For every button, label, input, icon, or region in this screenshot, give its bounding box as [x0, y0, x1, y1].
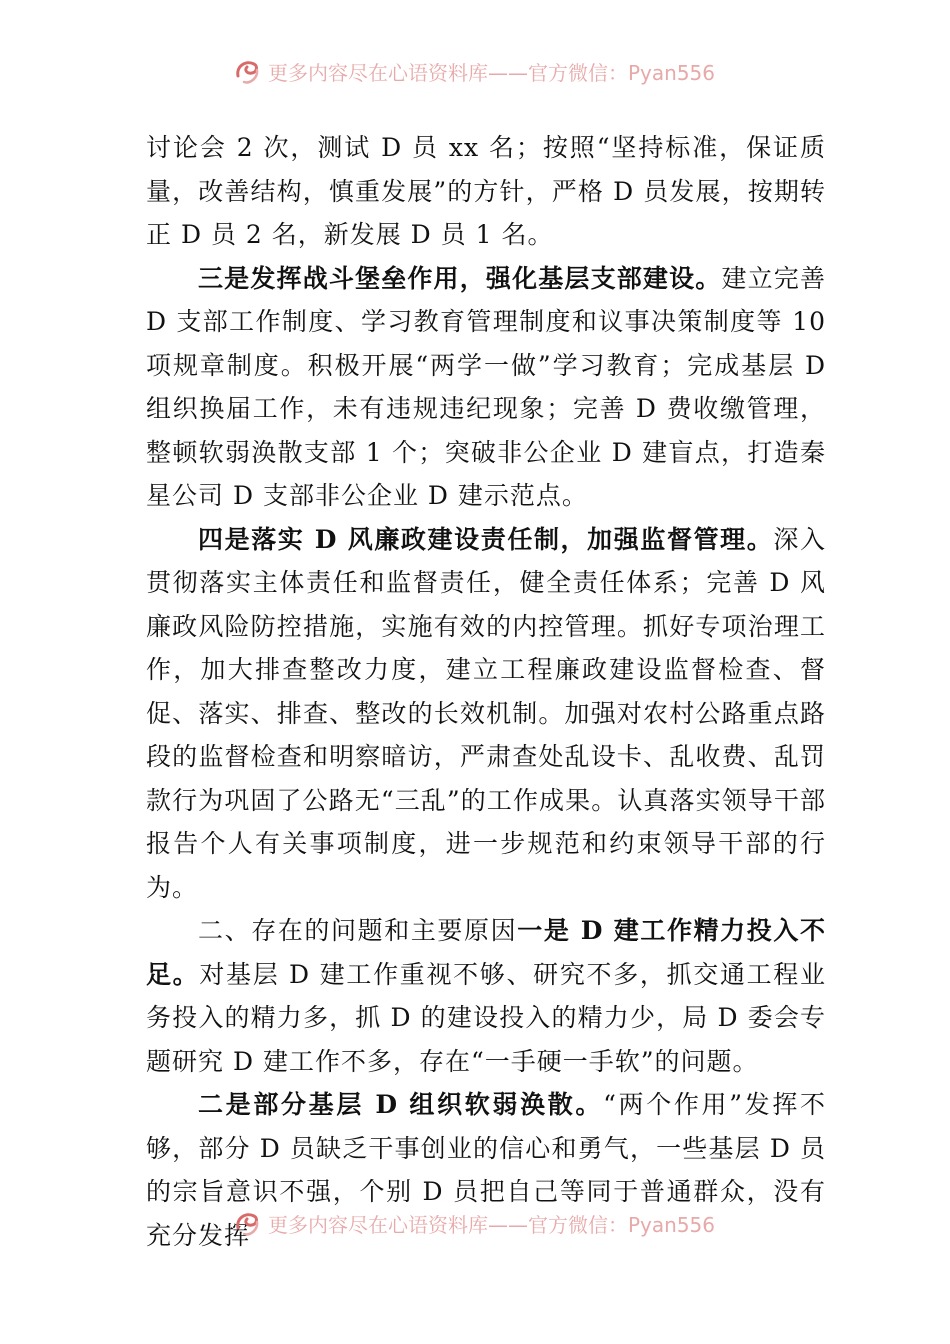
- paragraph-2-text: 建立完善 D 支部工作制度、学习教育管理制度和议事决策制度等 10 项规章制度。积极开展“两学一做”学习教育；完成基层 D 组织换届工作，未有违规违纪现象；完善 D 费收缴管理，整顿软弱涣散支部 1 个；突破非公企业 D 建盲点，打造秦星公司 D 支部非公企业 D 建示范点。: [146, 263, 826, 510]
- paragraph-1: [146, 126, 826, 257]
- paragraph-3-heading: 四是落实 D 风廉政建设责任制，加强监督管理。: [198, 524, 774, 554]
- logo-swirl-icon: [232, 56, 262, 86]
- watermark-footer: [232, 1208, 752, 1238]
- paragraph-5-heading: 二是部分基层 D 组织软弱涣散。: [198, 1090, 604, 1119]
- watermark-header: [232, 56, 752, 86]
- document-body: [146, 126, 826, 1257]
- paragraph-4-section-title: 二、存在的问题和主要原因: [198, 916, 518, 945]
- watermark-text: 更多内容尽在心语资料库——官方微信：Pyan556: [268, 1212, 716, 1237]
- paragraph-4: [146, 909, 826, 1083]
- paragraph-4-text: 对基层 D 建工作重视不够、研究不多，抓交通工程业务投入的精力多，抓 D 的建设投入的精力少，局 D 委会专题研究 D 建工作不多，存在“一手硬一手软”的问题。: [146, 959, 826, 1076]
- paragraph-5-text: “两个作用”发挥不够，部分 D 员缺乏干事创业的信心和勇气，一些基层 D 员的宗旨意识不强，个别 D 员把自己等同于普通群众，没有充分发挥: [146, 1090, 827, 1250]
- watermark-text: 更多内容尽在心语资料库——官方微信：Pyan556: [268, 60, 716, 85]
- paragraph-4-heading: 一是 D 建工作精力投入不足。: [146, 916, 826, 989]
- paragraph-2-heading: 三是发挥战斗堡垒作用，强化基层支部建设。: [198, 263, 722, 293]
- paragraph-3-text: 深入贯彻落实主体责任和监督责任，健全责任体系；完善 D 风廉政风险防控措施，实施有效的内控管理。抓好专项治理工作，加大排查整改力度，建立工程廉政建设监督检查、督促、落实、排查、整改的长效机制。加强对农村公路重点路段的监督检查和明察暗访，严肃查处乱设卡、乱收费、乱罚款行为巩固了公路无“三乱”的工作成果。认真落实领导干部报告个人有关事项制度，进一步规范和约束领导干部的行为。: [146, 524, 826, 902]
- paragraph-1-text: 讨论会 2 次，测试 D 员 xx 名；按照“坚持标准，保证质量，改善结构，慎重发展”的方针，严格 D 员发展，按期转正 D 员 2 名，新发展 D 员 1 名。: [146, 133, 826, 249]
- paragraph-3: [146, 518, 826, 910]
- logo-swirl-icon: [232, 1208, 262, 1238]
- paragraph-2: [146, 257, 826, 518]
